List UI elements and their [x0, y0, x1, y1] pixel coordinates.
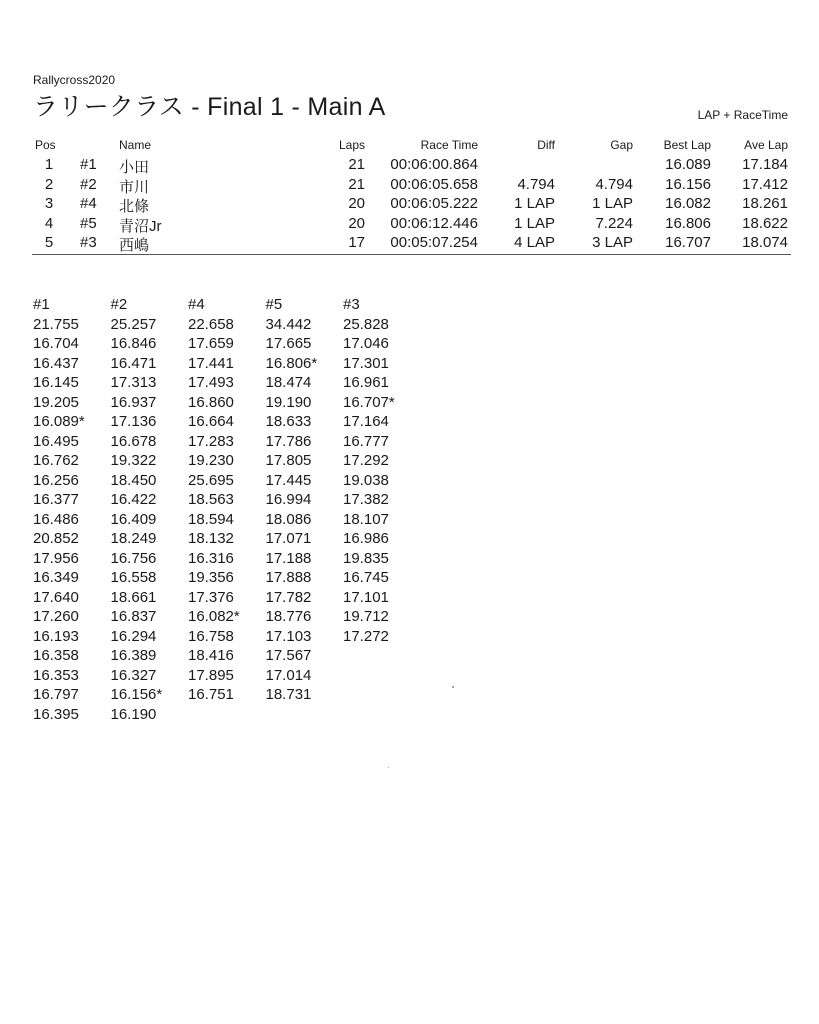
- car-number-cell: #4: [80, 195, 97, 212]
- race-time-cell: 00:05:07.254: [390, 234, 478, 251]
- header-laps: Laps: [338, 138, 365, 152]
- pos-cell: 4: [44, 214, 54, 232]
- lap-time: 20.852: [33, 530, 79, 547]
- lap-time: 17.272: [343, 627, 389, 645]
- lap-time: 16.353: [33, 666, 79, 684]
- lap-time: 17.445: [265, 471, 312, 489]
- diff-cell: 4 LAP: [514, 234, 555, 251]
- header-diff: Diff: [537, 138, 555, 152]
- laps-cell: 20: [348, 214, 365, 232]
- race-time-cell: 00:06:00.864: [390, 156, 478, 173]
- lap-time: 16.558: [110, 569, 157, 586]
- lap-time: 16.422: [110, 491, 157, 508]
- scan-speck: [452, 686, 454, 688]
- header-name: Name: [119, 138, 152, 152]
- lap-time: 19.835: [343, 549, 389, 567]
- ave-lap-cell: 17.412: [742, 175, 788, 193]
- lap-time: 16.156*: [110, 686, 163, 703]
- lap-time: 16.358: [33, 647, 79, 664]
- lap-time: 17.283: [188, 432, 234, 450]
- lap-time: 16.664: [188, 413, 234, 430]
- lap-column-header: #2: [110, 296, 128, 313]
- lap-time: 18.594: [188, 510, 234, 528]
- result-row: [33, 156, 789, 176]
- lap-time: 18.132: [188, 530, 234, 547]
- header-race-time: Race Time: [420, 138, 478, 152]
- results-header: [33, 138, 789, 156]
- lap-time: 16.777: [343, 432, 389, 450]
- lap-column: [188, 296, 266, 725]
- lap-time: 16.704: [33, 335, 79, 352]
- lap-time: 17.103: [265, 627, 312, 645]
- lap-time: 16.994: [265, 491, 312, 508]
- lap-time: 17.888: [265, 569, 312, 586]
- lap-column: [343, 296, 421, 725]
- diff-cell: 1 LAP: [514, 214, 555, 232]
- lap-time: 16.846: [110, 335, 157, 352]
- lap-time: 16.806*: [265, 354, 318, 372]
- lap-time: 17.956: [33, 549, 79, 567]
- pos-cell: 2: [44, 175, 54, 193]
- lap-time: 19.205: [33, 393, 79, 411]
- lap-time: 17.188: [265, 549, 312, 567]
- results-table: [33, 138, 789, 254]
- race-time-cell: 00:06:05.222: [390, 195, 478, 212]
- divider: [32, 254, 791, 255]
- lap-time: 17.292: [343, 452, 389, 469]
- result-row: [33, 176, 789, 196]
- lap-column: [33, 296, 111, 725]
- lap-time: 16.707*: [343, 393, 395, 411]
- driver-name-cell: 青沼Jr: [119, 217, 162, 235]
- lap-time: 17.786: [265, 432, 312, 450]
- driver-name-cell: 西嶋: [119, 237, 150, 254]
- lap-time: 17.164: [343, 413, 389, 430]
- lap-time: 16.377: [33, 491, 79, 508]
- page-title: ラリークラス - Final 1 - Main A: [33, 93, 386, 121]
- lap-time: 16.471: [110, 354, 157, 372]
- lap-time: 17.782: [265, 588, 312, 606]
- lap-time: 18.776: [265, 608, 312, 625]
- pos-cell: 3: [44, 195, 54, 212]
- car-number-cell: #3: [80, 234, 97, 251]
- event-name: Rallycross2020: [33, 73, 116, 87]
- lap-time: 16.486: [33, 510, 79, 528]
- header-best-lap: Best Lap: [663, 138, 711, 152]
- lap-time: 16.193: [33, 627, 79, 645]
- diff-cell: 1 LAP: [514, 195, 555, 212]
- lap-time: 17.136: [110, 413, 157, 430]
- lap-time: 17.665: [265, 335, 312, 352]
- lap-time: 16.797: [33, 686, 79, 703]
- gap-cell: 4.794: [595, 175, 633, 193]
- lap-time: 16.294: [110, 627, 157, 645]
- driver-name-cell: 小田: [119, 159, 150, 176]
- lap-time: 16.495: [33, 432, 79, 450]
- lap-time: 16.389: [110, 647, 157, 664]
- lap-time: 16.678: [110, 432, 157, 450]
- laps-cell: 21: [348, 175, 365, 193]
- lap-time: 16.961: [343, 374, 389, 391]
- lap-column: [266, 296, 344, 725]
- lap-time: 17.441: [188, 354, 234, 372]
- best-lap-cell: 16.082: [665, 195, 711, 212]
- lap-time: 18.661: [110, 588, 157, 606]
- ave-lap-cell: 17.184: [742, 156, 788, 173]
- gap-cell: 3 LAP: [592, 234, 633, 251]
- best-lap-cell: 16.156: [665, 175, 711, 193]
- lap-time: 17.260: [33, 608, 79, 625]
- lap-time: 16.409: [110, 510, 157, 528]
- lap-time: 16.745: [343, 569, 389, 586]
- lap-time: 17.895: [188, 666, 234, 684]
- best-lap-cell: 16.707: [665, 234, 711, 251]
- result-row: [33, 215, 789, 235]
- lap-time: 16.437: [33, 354, 79, 372]
- lap-time: 22.658: [188, 315, 234, 333]
- lap-time: 18.731: [265, 686, 312, 703]
- lap-time: 16.395: [33, 705, 79, 723]
- best-lap-cell: 16.806: [665, 214, 711, 232]
- lap-time: 17.659: [188, 335, 234, 352]
- lap-time: 18.249: [110, 530, 157, 547]
- ave-lap-cell: 18.622: [742, 214, 788, 232]
- lap-time: 17.313: [110, 374, 157, 391]
- lap-time: 16.190: [110, 705, 157, 723]
- race-time-cell: 00:06:12.446: [390, 214, 478, 232]
- car-number-cell: #1: [80, 156, 97, 173]
- lap-time: 16.762: [33, 452, 79, 469]
- lap-time: 19.356: [188, 569, 234, 586]
- lap-time: 17.493: [188, 374, 234, 391]
- lap-time: 18.563: [188, 491, 234, 508]
- lap-time: 21.755: [33, 315, 79, 333]
- header-pos: Pos: [35, 138, 56, 152]
- lap-time: 16.986: [343, 530, 389, 547]
- lap-time: 17.376: [188, 588, 234, 606]
- lap-time: 16.756: [110, 549, 157, 567]
- lap-time: 18.107: [343, 510, 389, 528]
- lap-time: 25.828: [343, 315, 389, 333]
- lap-time: 16.256: [33, 471, 79, 489]
- race-time-cell: 00:06:05.658: [390, 175, 478, 193]
- lap-time: 16.751: [188, 686, 234, 703]
- driver-name-cell: 北條: [119, 198, 150, 215]
- lap-time: 18.474: [265, 374, 312, 391]
- lap-time: 16.145: [33, 374, 79, 391]
- gap-cell: 1 LAP: [592, 195, 633, 212]
- lap-time: 17.101: [343, 588, 389, 606]
- lap-time: 18.633: [265, 413, 312, 430]
- lap-time: 17.014: [265, 666, 312, 684]
- lap-time: 16.937: [110, 393, 157, 411]
- lap-time: 16.860: [188, 393, 234, 411]
- lap-time: 17.640: [33, 588, 79, 606]
- car-number-cell: #2: [80, 175, 97, 193]
- lap-time: 16.349: [33, 569, 79, 586]
- lap-time: 17.071: [265, 530, 312, 547]
- lap-column-header: #3: [343, 296, 360, 313]
- scan-speck: [388, 767, 389, 768]
- lap-time: 19.322: [110, 452, 157, 469]
- lap-time: 19.190: [265, 393, 312, 411]
- gap-cell: 7.224: [595, 214, 633, 232]
- lap-time: 17.805: [265, 452, 312, 469]
- lap-time: 17.382: [343, 491, 389, 508]
- lap-time: 17.567: [265, 647, 312, 664]
- lap-time: 16.082*: [188, 608, 240, 625]
- lap-column: [111, 296, 189, 725]
- lap-time: 18.086: [265, 510, 312, 528]
- laps-cell: 17: [348, 234, 365, 251]
- lap-time: 34.442: [265, 315, 312, 333]
- lap-time: 18.450: [110, 471, 157, 489]
- car-number-cell: #5: [80, 214, 97, 232]
- lap-time: 16.089*: [33, 413, 85, 430]
- lap-time: 19.712: [343, 608, 389, 625]
- lap-time: 19.038: [343, 471, 389, 489]
- lap-time: 16.837: [110, 608, 157, 625]
- header-ave-lap: Ave Lap: [744, 138, 788, 152]
- ave-lap-cell: 18.074: [742, 234, 788, 251]
- lap-time: 18.416: [188, 647, 234, 664]
- lap-time: 17.046: [343, 335, 389, 352]
- ave-lap-cell: 18.261: [742, 195, 788, 212]
- lap-column-header: #5: [265, 296, 283, 313]
- result-row: [33, 195, 789, 215]
- best-lap-cell: 16.089: [665, 156, 711, 173]
- lap-time: 25.695: [188, 471, 234, 489]
- driver-name-cell: 市川: [119, 178, 150, 196]
- lap-times-grid: [33, 296, 421, 725]
- header-gap: Gap: [610, 138, 633, 152]
- lap-time: 16.327: [110, 666, 157, 684]
- lap-time: 16.316: [188, 549, 234, 567]
- lap-column-header: #1: [33, 296, 50, 313]
- diff-cell: 4.794: [517, 175, 555, 193]
- result-row: [33, 234, 789, 254]
- timing-mode: LAP + RaceTime: [697, 108, 788, 122]
- pos-cell: 1: [44, 156, 54, 173]
- lap-time: 16.758: [188, 627, 234, 645]
- lap-time: 19.230: [188, 452, 234, 469]
- laps-cell: 21: [348, 156, 365, 173]
- laps-cell: 20: [348, 195, 365, 212]
- lap-column-header: #4: [188, 296, 205, 313]
- lap-time: 17.301: [343, 354, 389, 372]
- pos-cell: 5: [44, 234, 54, 251]
- lap-time: 25.257: [110, 315, 157, 333]
